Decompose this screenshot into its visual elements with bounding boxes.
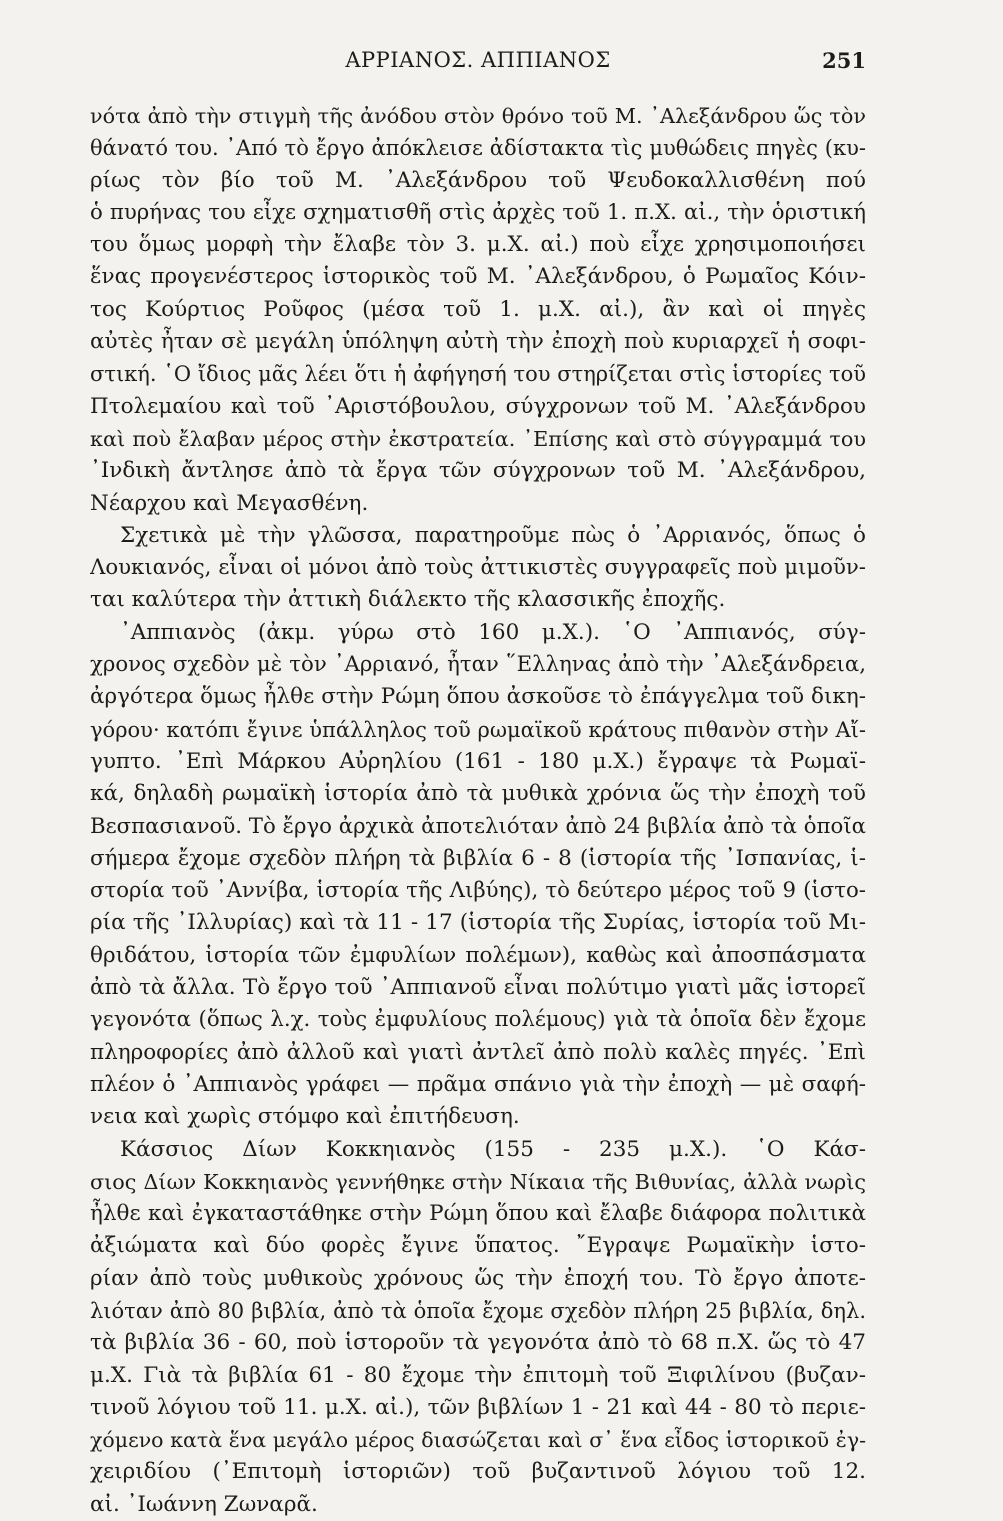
page-number: 251: [822, 48, 866, 73]
text-line: γυπτο. ᾿Επὶ Μάρκου Αὐρηλίου (161 - 180 μ.Χ.) ἔγραψε τὰ Ρωμαϊ-: [90, 748, 866, 774]
text-line: Σχετικὰ μὲ τὴν γλῶσσα, παρατηροῦμε πὼς ὁ ᾿Αρριανός, ὅπως ὁ: [120, 522, 866, 548]
text-line: Κάσσιος Δίων Κοκκηιανὸς (155 - 235 μ.Χ.). ῾Ο Κάσ-: [120, 1136, 866, 1162]
text-line: νεια καὶ χωρὶς στόμφο καὶ ἐπιτήδευση.: [90, 1104, 520, 1130]
text-line: αἰ. ᾿Ιωάννη Ζωναρᾶ.: [90, 1491, 318, 1517]
text-line: ὁ πυρήνας του εἶχε σχηματισθῆ στὶς ἀρχὲς τοῦ 1. π.Χ. αἰ., τὴν ὁριστική: [90, 199, 866, 225]
text-line: καὶ ποὺ ἔλαβαν μέρος στὴν ἐκστρατεία. ᾿Επίσης καὶ στὸ σύγγραμμά του: [90, 426, 866, 451]
text-line: τὰ βιβλία 36 - 60, ποὺ ἱστοροῦν τὰ γεγονότα ἀπὸ τὸ 68 π.Χ. ὥς τὸ 47: [90, 1330, 866, 1356]
text-line: γόρου· κατόπι ἔγινε ὑπάλληλος τοῦ ρωμαϊκοῦ κράτους πιθανὸν στὴν Αἴ-: [90, 717, 866, 742]
text-line: στική. ῾Ο ἴδιος μᾶς λέει ὅτι ἡ ἀφήγησή του στηρίζεται στὶς ἱστορίες τοῦ: [90, 362, 866, 387]
text-line: χρονος σχεδὸν μὲ τὸν ᾿Αρριανό, ἦταν ῞Ελληνας ἀπὸ τὴν ᾿Αλεξάνδρεια,: [90, 652, 866, 678]
text-line: λιόταν ἀπὸ 80 βιβλία, ἀπὸ τὰ ὁποῖα ἔχομε σχεδὸν πλήρη 25 βιβλία, δηλ.: [90, 1298, 866, 1323]
text-line: πληροφορίες ἀπὸ ἀλλοῦ καὶ γιατὶ ἀντλεῖ ἀπὸ πολὺ καλὲς πηγές. ᾿Επὶ: [90, 1039, 866, 1065]
text-line: του ὅμως μορφὴ τὴν ἔλαβε τὸν 3. μ.Χ. αἰ.) ποὺ εἶχε χρησιμοποιήσει: [90, 232, 866, 258]
text-line: ρίως τὸν βίο τοῦ Μ. ᾿Αλεξάνδρου τοῦ Ψευδοκαλλισθένη πού: [90, 167, 866, 193]
text-line: ρίαν ἀπὸ τοὺς μυθικοὺς χρόνους ὥς τὴν ἐποχή του. Τὸ ἔργο ἀποτε-: [90, 1265, 866, 1291]
text-line: ᾿Αππιανὸς (ἀκμ. γύρω στὸ 160 μ.Χ.). ῾Ο ᾿Αππιανός, σύγ-: [120, 619, 866, 645]
text-line: τινοῦ λόγιου τοῦ 11. μ.Χ. αἰ.), τῶν βιβλίων 1 - 21 καὶ 44 - 80 τὸ περιε-: [90, 1394, 866, 1420]
page-header: [90, 38, 866, 78]
text-line: ται καλύτερα τὴν ἀττικὴ διάλεκτο τῆς κλασσικῆς ἐποχῆς.: [90, 587, 726, 613]
text-line: ἀξιώματα καὶ δύο φορὲς ἔγινε ὕπατος. ῎Εγραψε Ρωμαϊκὴν ἱστο-: [90, 1233, 866, 1259]
text-line: αὐτὲς ἦταν σὲ μεγάλη ὑπόληψη αὐτὴ τὴν ἐποχὴ ποὺ κυριαρχεῖ ἡ σοφι-: [90, 329, 866, 355]
text-line: στορία τοῦ ᾿Αννίβα, ἱστορία τῆς Λιβύης), τὸ δεύτερο μέρος τοῦ 9 (ἱστο-: [90, 878, 866, 904]
text-line: ἦλθε καὶ ἐγκαταστάθηκε στὴν Ρώμη ὅπου καὶ ἔλαβε διάφορα πολιτικὰ: [90, 1201, 866, 1227]
text-line: Βεσπασιανοῦ. Τὸ ἔργο ἀρχικὰ ἀποτελιόταν ἀπὸ 24 βιβλία ἀπὸ τὰ ὁποῖα: [90, 813, 866, 839]
text-line: ἕνας προγενέστερος ἱστορικὸς τοῦ Μ. ᾿Αλεξάνδρου, ὁ Ρωμαῖος Κόιν-: [90, 264, 866, 290]
text-line: σήμερα ἔχομε σχεδὸν πλήρη τὰ βιβλία 6 - 8 (ἱστορία τῆς ᾿Ισπανίας, ἱ-: [90, 845, 866, 871]
text-line: ἀργότερα ὅμως ἦλθε στὴν Ρώμη ὅπου ἀσκοῦσε τὸ ἐπάγγελμα τοῦ δικη-: [90, 684, 866, 710]
text-line: θάνατό του. ᾿Από τὸ ἔργο ἀπόκλεισε ἀδίστακτα τὶς μυθώδεις πηγὲς (κυ-: [90, 136, 866, 161]
text-line: θριδάτου, ἱστορία τῶν ἐμφυλίων πολέμων), καθὼς καὶ ἀποσπάσματα: [90, 942, 866, 968]
text-line: χόμενο κατὰ ἕνα μεγάλο μέρος διασώζεται καὶ σ᾿ ἕνα εἶδος ἱστορικοῦ ἐγ-: [90, 1428, 866, 1453]
running-head: ΑΡΡΙΑΝΟΣ. ΑΠΠΙΑΝΟΣ: [345, 48, 611, 72]
text-line: μ.Χ. Γιὰ τὰ βιβλία 61 - 80 ἔχομε τὴν ἐπιτομὴ τοῦ Ξιφιλίνου (βυζαν-: [90, 1362, 866, 1388]
text-line: Λουκιανός, εἶναι οἱ μόνοι ἀπὸ τοὺς ἀττικιστὲς συγγραφεῖς ποὺ μιμοῦν-: [90, 555, 866, 581]
text-line: Πτολεμαίου καὶ τοῦ ᾿Αριστόβουλου, σύγχρονων τοῦ Μ. ᾿Αλεξάνδρου: [90, 393, 866, 419]
text-line: χειριδίου (᾿Επιτομὴ ἱστοριῶν) τοῦ βυζαντινοῦ λόγιου τοῦ 12.: [90, 1459, 866, 1485]
text-line: γεγονότα (ὅπως λ.χ. τοὺς ἐμφυλίους πολέμους) γιὰ τὰ ὁποῖα δὲν ἔχομε: [90, 1007, 866, 1033]
text-line: σιος Δίων Κοκκηιανὸς γεννήθηκε στὴν Νίκαια τῆς Βιθυνίας, ἀλλὰ νωρὶς: [90, 1169, 866, 1194]
text-line: ἀπὸ τὰ ἄλλα. Τὸ ἔργο τοῦ ᾿Αππιανοῦ εἶναι πολύτιμο γιατὶ μᾶς ἱστορεῖ: [90, 975, 866, 1001]
text-line: νότα ἀπὸ τὴν στιγμὴ τῆς ἀνόδου στὸν θρόνο τοῦ Μ. ᾿Αλεξάνδρου ὥς τὸν: [90, 104, 866, 128]
text-line: πλέον ὁ ᾿Αππιανὸς γράφει — πρᾶμα σπάνιο γιὰ τὴν ἐποχὴ — μὲ σαφή-: [90, 1071, 866, 1097]
text-line: τος Κούρτιος Ροῦφος (μέσα τοῦ 1. μ.Χ. αἰ.), ἂν καὶ οἱ πηγὲς: [90, 296, 866, 322]
text-line: ᾿Ινδικὴ ἄντλησε ἀπὸ τὰ ἔργα τῶν σύγχρονων τοῦ Μ. ᾿Αλεξάνδρου,: [90, 458, 866, 484]
text-line: κά, δηλαδὴ ρωμαϊκὴ ἱστορία ἀπὸ τὰ μυθικὰ χρόνια ὥς τὴν ἐποχὴ τοῦ: [90, 781, 866, 807]
body-text: [90, 100, 866, 1521]
text-line: ρία τῆς ᾿Ιλλυρίας) καὶ τὰ 11 - 17 (ἱστορία τῆς Συρίας, ἱστορία τοῦ Μι-: [90, 910, 866, 936]
text-line: Νέαρχου καὶ Μεγασθένη.: [90, 490, 369, 516]
